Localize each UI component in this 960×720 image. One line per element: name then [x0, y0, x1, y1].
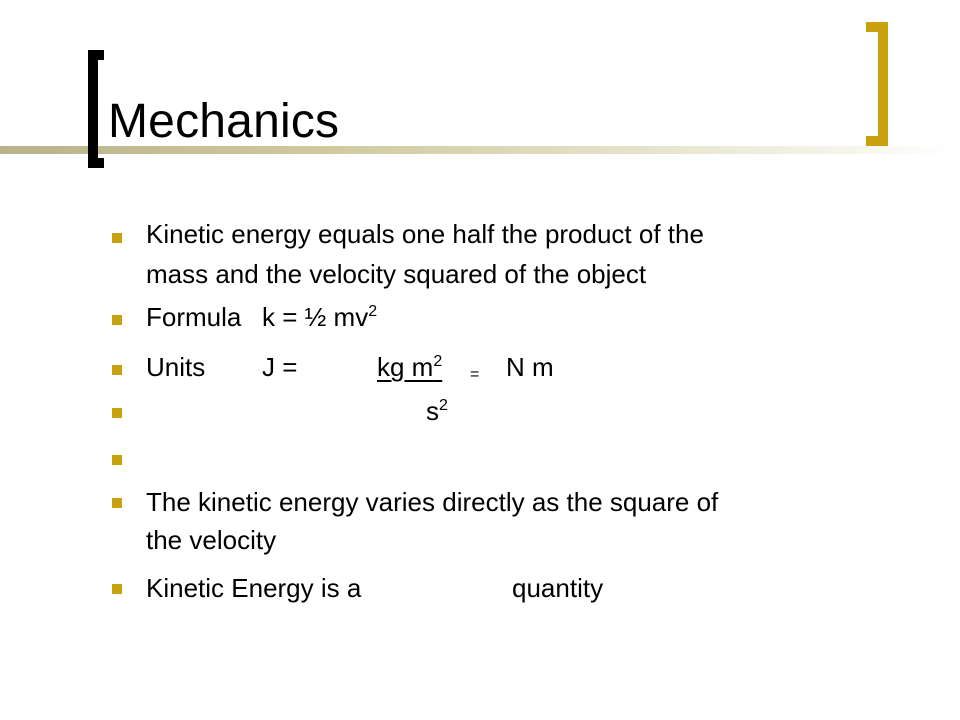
bullet-6-line-1: The kinetic energy varies directly as the square of: [146, 487, 719, 517]
units-denominator-text: s: [426, 396, 439, 426]
units-numerator-exponent: 2: [433, 353, 443, 370]
left-bracket-decoration: [88, 50, 104, 168]
bullet-marker: [112, 233, 122, 243]
units-numerator-text: kg m: [377, 352, 434, 382]
bullet-marker: [112, 315, 122, 325]
formula-exponent: 2: [368, 303, 378, 320]
units-numerator: [377, 351, 442, 383]
units-denominator-exponent: 2: [439, 397, 448, 414]
right-bracket-decoration: [866, 22, 888, 146]
bullet-marker: [112, 455, 122, 465]
bullet-marker: [112, 584, 122, 594]
bullet-7-part-2: quantity: [512, 573, 604, 603]
units-lhs: J =: [262, 352, 298, 382]
units-equals: =: [470, 366, 480, 383]
bullet-marker: [112, 365, 122, 375]
bullet-6-line-2: the velocity: [146, 525, 277, 555]
formula-text: k = ½ mv: [262, 302, 369, 332]
bullet-1-line-1: Kinetic energy equals one half the product of the: [146, 219, 704, 249]
formula-label: Formula: [146, 302, 242, 332]
bullet-7-part-1: Kinetic Energy is a: [146, 573, 362, 603]
bullet-1-line-2: mass and the velocity squared of the object: [146, 259, 647, 289]
units-denominator: [426, 395, 448, 427]
units-label: Units: [146, 352, 206, 382]
bullet-marker: [112, 498, 122, 508]
slide-title: Mechanics: [108, 95, 340, 148]
units-rhs: N m: [506, 352, 554, 382]
bullet-marker: [112, 408, 122, 418]
formula-expression: [262, 301, 377, 333]
